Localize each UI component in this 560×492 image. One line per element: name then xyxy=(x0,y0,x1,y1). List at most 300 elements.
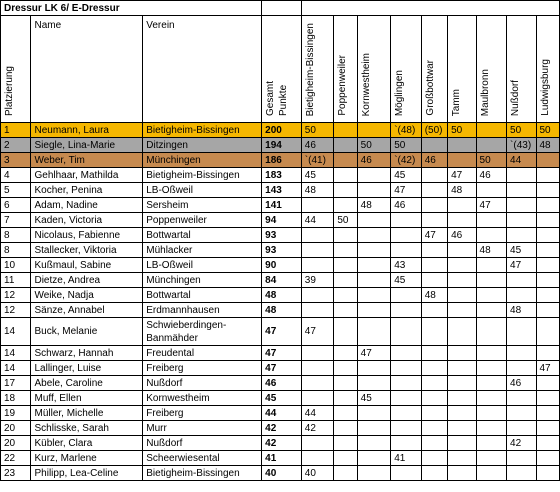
score-cell: 47 xyxy=(476,198,506,213)
score-cell xyxy=(448,436,476,451)
score-cell: 47 xyxy=(448,168,476,183)
score-cell: 40 xyxy=(301,466,334,481)
score-cell xyxy=(301,376,334,391)
score-cell xyxy=(536,436,560,451)
table-row xyxy=(1,168,560,183)
rank-cell: 22 xyxy=(1,451,31,466)
rank-cell: 6 xyxy=(1,198,31,213)
score-cell xyxy=(421,376,447,391)
score-cell xyxy=(334,436,357,451)
rank-cell: 23 xyxy=(1,466,31,481)
score-cell xyxy=(536,466,560,481)
score-cell: `(42) xyxy=(391,153,421,168)
rank-cell: 20 xyxy=(1,421,31,436)
score-cell xyxy=(536,243,560,258)
table-row xyxy=(1,346,560,361)
score-cell xyxy=(391,318,421,346)
score-cell xyxy=(536,273,560,288)
total-cell: 200 xyxy=(262,123,302,138)
score-cell xyxy=(536,288,560,303)
name-cell: Weber, Tim xyxy=(31,153,143,168)
club-cell: Schwieberdingen-Banmähder xyxy=(143,318,262,346)
score-cell: 50 xyxy=(536,123,560,138)
name-cell: Dietze, Andrea xyxy=(31,273,143,288)
score-cell: 46 xyxy=(448,228,476,243)
score-cell xyxy=(391,346,421,361)
score-cell xyxy=(334,258,357,273)
score-cell: `(41) xyxy=(301,153,334,168)
table-row xyxy=(1,153,560,168)
score-cell xyxy=(301,451,334,466)
score-cell xyxy=(334,406,357,421)
name-cell: Schlisske, Sarah xyxy=(31,421,143,436)
score-cell xyxy=(536,376,560,391)
score-cell xyxy=(507,183,536,198)
score-cell xyxy=(334,198,357,213)
score-cell xyxy=(476,318,506,346)
score-cell xyxy=(507,213,536,228)
score-cell xyxy=(448,288,476,303)
score-cell xyxy=(476,138,506,153)
score-cell: 46 xyxy=(301,138,334,153)
total-cell: 90 xyxy=(262,258,302,273)
club-cell: Murr xyxy=(143,421,262,436)
total-cell: 186 xyxy=(262,153,302,168)
name-cell: Kaden, Victoria xyxy=(31,213,143,228)
total-cell: 47 xyxy=(262,318,302,346)
total-cell: 40 xyxy=(262,466,302,481)
score-cell xyxy=(448,138,476,153)
rank-cell: 7 xyxy=(1,213,31,228)
score-cell xyxy=(507,451,536,466)
score-cell: 48 xyxy=(476,243,506,258)
score-cell xyxy=(421,406,447,421)
score-cell: 50 xyxy=(476,153,506,168)
total-cell: 47 xyxy=(262,361,302,376)
score-cell xyxy=(421,168,447,183)
total-cell: 42 xyxy=(262,436,302,451)
score-cell xyxy=(476,436,506,451)
table-row xyxy=(1,406,560,421)
score-cell xyxy=(334,466,357,481)
score-cell xyxy=(357,361,391,376)
score-cell xyxy=(448,376,476,391)
score-cell xyxy=(357,466,391,481)
table-row xyxy=(1,138,560,153)
score-cell: 50 xyxy=(448,123,476,138)
name-cell: Müller, Michelle xyxy=(31,406,143,421)
score-cell xyxy=(421,436,447,451)
score-cell xyxy=(536,318,560,346)
score-cell: 48 xyxy=(536,138,560,153)
score-cell xyxy=(476,228,506,243)
score-cell: (50) xyxy=(421,123,447,138)
score-cell xyxy=(334,361,357,376)
header-event: Kornwestheim xyxy=(357,16,391,123)
total-cell: 41 xyxy=(262,451,302,466)
score-cell xyxy=(421,451,447,466)
rank-cell: 12 xyxy=(1,303,31,318)
score-cell: 48 xyxy=(421,288,447,303)
score-cell xyxy=(476,183,506,198)
score-cell xyxy=(391,228,421,243)
score-cell xyxy=(507,391,536,406)
score-cell xyxy=(334,168,357,183)
score-cell xyxy=(334,243,357,258)
score-cell xyxy=(357,243,391,258)
score-cell xyxy=(391,466,421,481)
table-row xyxy=(1,361,560,376)
score-cell xyxy=(448,421,476,436)
score-cell xyxy=(357,376,391,391)
total-cell: 47 xyxy=(262,346,302,361)
score-cell xyxy=(391,436,421,451)
score-cell xyxy=(476,466,506,481)
name-cell: Adam, Nadine xyxy=(31,198,143,213)
score-cell xyxy=(357,303,391,318)
score-cell: 39 xyxy=(301,273,334,288)
club-cell: Bietigheim-Bissingen xyxy=(143,123,262,138)
score-cell xyxy=(391,421,421,436)
score-cell xyxy=(334,391,357,406)
club-cell: Bietigheim-Bissingen xyxy=(143,168,262,183)
total-cell: 48 xyxy=(262,288,302,303)
name-cell: Muff, Ellen xyxy=(31,391,143,406)
header-event: Großbottwar xyxy=(421,16,447,123)
score-cell xyxy=(334,318,357,346)
score-cell xyxy=(507,318,536,346)
rank-cell: 12 xyxy=(1,288,31,303)
club-cell: Freiberg xyxy=(143,361,262,376)
score-cell xyxy=(476,361,506,376)
score-cell xyxy=(536,153,560,168)
name-cell: Gehlhaar, Mathilda xyxy=(31,168,143,183)
score-cell xyxy=(448,391,476,406)
score-cell xyxy=(391,303,421,318)
club-cell: Bietigheim-Bissingen xyxy=(143,466,262,481)
score-cell: 44 xyxy=(301,213,334,228)
score-cell: 44 xyxy=(301,406,334,421)
table-row xyxy=(1,288,560,303)
club-cell: Kornwestheim xyxy=(143,391,262,406)
table-row xyxy=(1,213,560,228)
score-cell xyxy=(421,346,447,361)
score-cell xyxy=(448,451,476,466)
score-cell xyxy=(391,213,421,228)
name-cell: Siegle, Lina-Marie xyxy=(31,138,143,153)
score-cell xyxy=(301,288,334,303)
score-cell xyxy=(334,273,357,288)
score-cell xyxy=(536,228,560,243)
score-cell xyxy=(536,406,560,421)
rank-cell: 14 xyxy=(1,318,31,346)
score-cell xyxy=(536,391,560,406)
table-row xyxy=(1,183,560,198)
name-cell: Schwarz, Hannah xyxy=(31,346,143,361)
rank-cell: 14 xyxy=(1,346,31,361)
total-cell: 143 xyxy=(262,183,302,198)
score-cell: 42 xyxy=(301,421,334,436)
score-cell xyxy=(391,406,421,421)
score-cell: 47 xyxy=(421,228,447,243)
score-cell xyxy=(476,288,506,303)
table-row xyxy=(1,273,560,288)
name-cell: Nicolaus, Fabienne xyxy=(31,228,143,243)
score-cell: 47 xyxy=(536,361,560,376)
score-cell xyxy=(507,466,536,481)
rank-cell: 5 xyxy=(1,183,31,198)
score-cell xyxy=(301,436,334,451)
score-cell: `(48) xyxy=(391,123,421,138)
club-cell: Sersheim xyxy=(143,198,262,213)
total-cell: 44 xyxy=(262,406,302,421)
header-event: Möglingen xyxy=(391,16,421,123)
rank-cell: 20 xyxy=(1,436,31,451)
rank-cell: 18 xyxy=(1,391,31,406)
score-cell xyxy=(391,361,421,376)
score-cell: 48 xyxy=(357,198,391,213)
score-cell: 50 xyxy=(301,123,334,138)
score-cell xyxy=(334,346,357,361)
score-cell xyxy=(448,466,476,481)
header-row xyxy=(1,16,560,123)
score-cell: 48 xyxy=(507,303,536,318)
score-cell xyxy=(476,451,506,466)
score-cell xyxy=(391,391,421,406)
score-cell xyxy=(536,183,560,198)
score-cell xyxy=(357,288,391,303)
score-cell xyxy=(536,421,560,436)
score-cell xyxy=(357,183,391,198)
score-cell xyxy=(507,273,536,288)
score-cell: 45 xyxy=(391,168,421,183)
score-cell xyxy=(507,228,536,243)
table-row xyxy=(1,198,560,213)
score-cell xyxy=(334,138,357,153)
table-row xyxy=(1,303,560,318)
score-cell: 41 xyxy=(391,451,421,466)
club-cell: Nußdorf xyxy=(143,376,262,391)
score-cell xyxy=(507,406,536,421)
score-cell xyxy=(536,198,560,213)
score-cell xyxy=(476,303,506,318)
table-row xyxy=(1,228,560,243)
header-club: Verein xyxy=(143,16,262,123)
score-cell: 48 xyxy=(448,183,476,198)
total-cell: 42 xyxy=(262,421,302,436)
score-cell: 46 xyxy=(391,198,421,213)
score-cell xyxy=(391,376,421,391)
score-cell xyxy=(357,228,391,243)
score-cell xyxy=(334,183,357,198)
score-cell xyxy=(421,243,447,258)
score-cell xyxy=(301,243,334,258)
name-cell: Kocher, Penina xyxy=(31,183,143,198)
score-cell xyxy=(448,361,476,376)
score-cell xyxy=(507,288,536,303)
score-cell xyxy=(448,213,476,228)
table-row xyxy=(1,243,560,258)
score-cell xyxy=(301,391,334,406)
total-cell: 94 xyxy=(262,213,302,228)
name-cell: Lallinger, Luise xyxy=(31,361,143,376)
table-row xyxy=(1,318,560,346)
score-cell xyxy=(334,228,357,243)
table-row xyxy=(1,258,560,273)
header-event: Maulbronn xyxy=(476,16,506,123)
score-cell: 47 xyxy=(357,346,391,361)
header-name: Name xyxy=(31,16,143,123)
header-rank: Platzierung xyxy=(1,16,31,123)
score-cell xyxy=(421,273,447,288)
score-cell: 47 xyxy=(301,318,334,346)
score-cell: 50 xyxy=(507,123,536,138)
score-cell xyxy=(421,198,447,213)
score-cell: `(43) xyxy=(507,138,536,153)
club-cell: Mühlacker xyxy=(143,243,262,258)
score-cell xyxy=(507,168,536,183)
score-cell xyxy=(536,451,560,466)
score-cell xyxy=(334,421,357,436)
score-cell xyxy=(476,123,506,138)
table-row xyxy=(1,451,560,466)
score-cell xyxy=(448,258,476,273)
name-cell: Kurz, Marlene xyxy=(31,451,143,466)
score-cell xyxy=(421,318,447,346)
total-cell: 93 xyxy=(262,243,302,258)
header-total: Gesamt Punkte xyxy=(262,16,302,123)
score-cell: 42 xyxy=(507,436,536,451)
score-cell xyxy=(536,168,560,183)
club-cell: Freudental xyxy=(143,346,262,361)
score-cell xyxy=(421,303,447,318)
score-cell xyxy=(421,138,447,153)
score-cell xyxy=(421,421,447,436)
header-event: Poppenweiler xyxy=(334,16,357,123)
table-row xyxy=(1,436,560,451)
rank-cell: 11 xyxy=(1,273,31,288)
score-cell xyxy=(448,318,476,346)
score-cell xyxy=(536,346,560,361)
score-cell xyxy=(334,303,357,318)
score-cell xyxy=(507,421,536,436)
score-cell: 50 xyxy=(334,213,357,228)
header-event: Tamm xyxy=(448,16,476,123)
score-cell xyxy=(421,183,447,198)
rank-cell: 2 xyxy=(1,138,31,153)
score-cell xyxy=(357,213,391,228)
score-cell xyxy=(476,406,506,421)
header-event: Bietigheim-Bissingen xyxy=(301,16,334,123)
club-cell: LB-Oßweil xyxy=(143,183,262,198)
score-cell xyxy=(357,406,391,421)
score-cell xyxy=(476,376,506,391)
score-cell xyxy=(357,421,391,436)
rank-cell: 8 xyxy=(1,243,31,258)
table-row xyxy=(1,376,560,391)
score-cell xyxy=(448,198,476,213)
total-cell: 183 xyxy=(262,168,302,183)
score-cell: 44 xyxy=(507,153,536,168)
score-cell xyxy=(334,451,357,466)
club-cell: Poppenweiler xyxy=(143,213,262,228)
score-cell: 43 xyxy=(391,258,421,273)
name-cell: Kußmaul, Sabine xyxy=(31,258,143,273)
club-cell: Bottwartal xyxy=(143,288,262,303)
club-cell: Münchingen xyxy=(143,153,262,168)
score-cell xyxy=(301,258,334,273)
score-cell xyxy=(536,213,560,228)
club-cell: Scheerwiesental xyxy=(143,451,262,466)
club-cell: Ditzingen xyxy=(143,138,262,153)
total-cell: 141 xyxy=(262,198,302,213)
score-cell xyxy=(301,361,334,376)
score-cell: 46 xyxy=(421,153,447,168)
title-row xyxy=(1,1,560,16)
score-cell: 45 xyxy=(357,391,391,406)
name-cell: Neumann, Laura xyxy=(31,123,143,138)
name-cell: Kübler, Clara xyxy=(31,436,143,451)
name-cell: Weike, Nadja xyxy=(31,288,143,303)
score-cell xyxy=(301,228,334,243)
name-cell: Philipp, Lea-Celine xyxy=(31,466,143,481)
total-cell: 194 xyxy=(262,138,302,153)
score-cell xyxy=(448,153,476,168)
score-cell xyxy=(357,318,391,346)
rank-cell: 17 xyxy=(1,376,31,391)
score-cell: 45 xyxy=(391,273,421,288)
table-row xyxy=(1,123,560,138)
score-cell xyxy=(357,436,391,451)
score-cell: 50 xyxy=(391,138,421,153)
score-cell xyxy=(507,346,536,361)
name-cell: Buck, Melanie xyxy=(31,318,143,346)
score-cell xyxy=(357,451,391,466)
score-cell xyxy=(448,303,476,318)
rank-cell: 4 xyxy=(1,168,31,183)
total-cell: 93 xyxy=(262,228,302,243)
score-cell xyxy=(357,168,391,183)
name-cell: Stallecker, Viktoria xyxy=(31,243,143,258)
score-cell xyxy=(476,213,506,228)
club-cell: Münchingen xyxy=(143,273,262,288)
table-row xyxy=(1,421,560,436)
score-cell xyxy=(334,288,357,303)
score-cell xyxy=(421,466,447,481)
score-cell xyxy=(476,273,506,288)
total-cell: 45 xyxy=(262,391,302,406)
score-cell xyxy=(334,123,357,138)
score-cell xyxy=(476,391,506,406)
score-cell xyxy=(476,346,506,361)
total-cell: 46 xyxy=(262,376,302,391)
rank-cell: 19 xyxy=(1,406,31,421)
score-cell xyxy=(448,346,476,361)
score-cell xyxy=(536,258,560,273)
total-cell: 48 xyxy=(262,303,302,318)
score-cell xyxy=(357,258,391,273)
club-cell: Freiberg xyxy=(143,406,262,421)
score-cell xyxy=(421,258,447,273)
table-row xyxy=(1,391,560,406)
score-cell xyxy=(301,346,334,361)
rank-cell: 14 xyxy=(1,361,31,376)
table-row xyxy=(1,466,560,481)
rank-cell: 8 xyxy=(1,228,31,243)
header-event: Nußdorf xyxy=(507,16,536,123)
score-cell xyxy=(507,361,536,376)
score-cell xyxy=(421,213,447,228)
